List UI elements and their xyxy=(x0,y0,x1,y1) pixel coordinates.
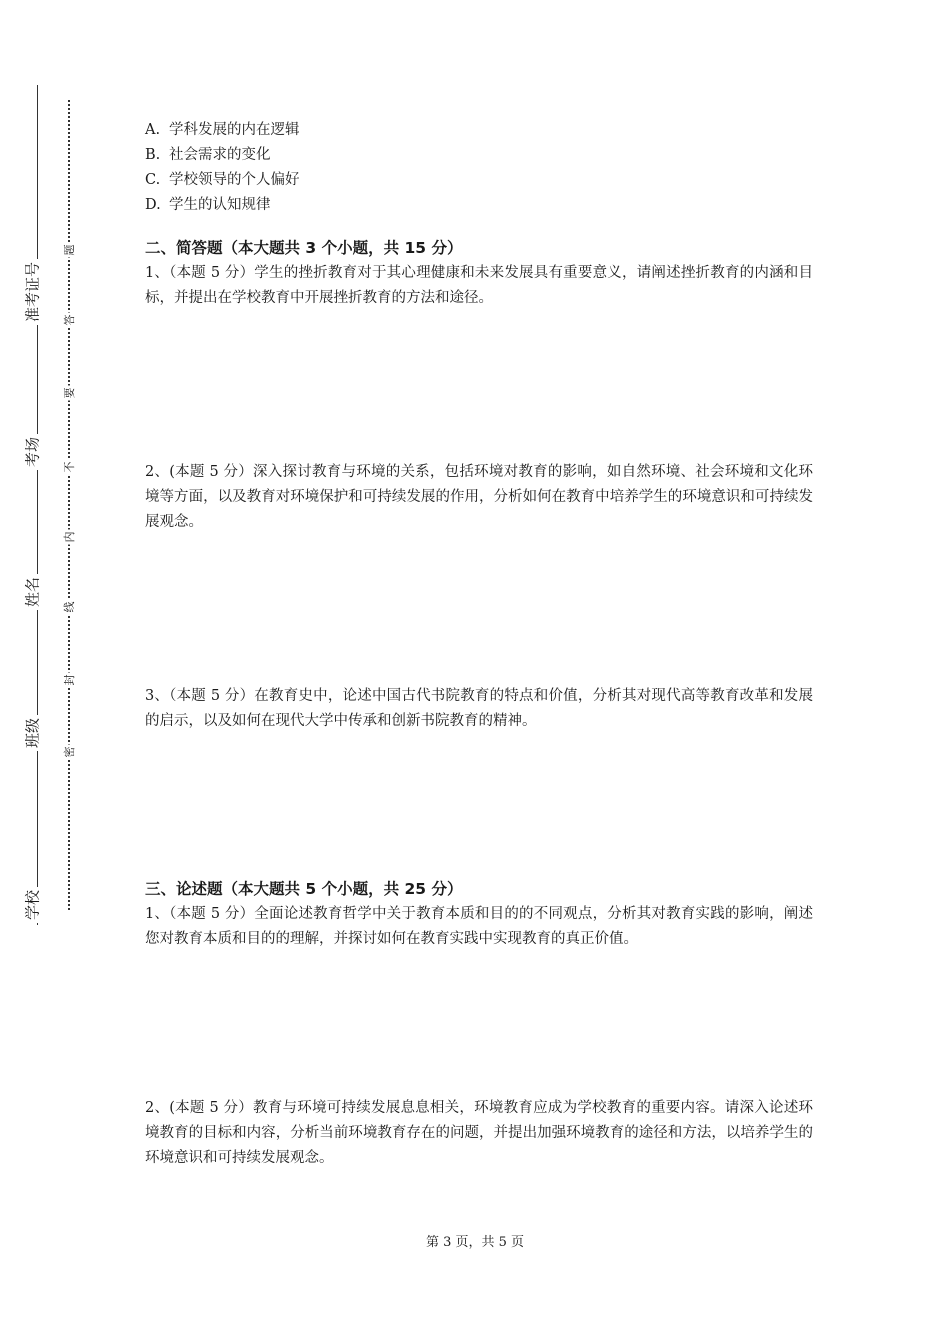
label-name: 姓名 xyxy=(22,574,43,610)
section-3-question-2: 2、(本题 5 分）教育与环境可持续发展息息相关，环境教育应成为学校教育的重要内容。请深入论述环境教育的目标和内容，分析当前环境教育存在的问题，并提出加强环境教育的途径和方法，以培养学生的环境意识和可持续发展观念。 xyxy=(145,1100,813,1166)
option-text: 学校领导的个人偏好 xyxy=(169,172,300,188)
binding-solid-line xyxy=(37,85,38,925)
option-letter: B. xyxy=(145,147,161,163)
seal-note-nei: 内 xyxy=(63,531,76,543)
seal-note-da: 答 xyxy=(63,314,76,326)
option-text: 学科发展的内在逻辑 xyxy=(169,122,300,138)
label-class: 班级 xyxy=(22,715,43,751)
section-3-question-1: 1、（本题 5 分）全面论述教育哲学中关于教育本质和目的的不同观点，分析其对教育实践的影响，阐述您对教育本质和目的的理解，并探讨如何在教育实践中实现教育的真正价值。 xyxy=(145,906,813,947)
option-letter: D. xyxy=(145,197,161,213)
binding-strip xyxy=(0,0,90,1344)
binding-dotted-line xyxy=(68,100,70,910)
label-exam-room: 考场 xyxy=(22,434,43,470)
section-2-question-3: 3、（本题 5 分）在教育史中，论述中国古代书院教育的特点和价值，分析其对现代高等教育改革和发展的启示，以及如何在现代大学中传承和创新书院教育的精神。 xyxy=(145,688,813,729)
option-letter: C. xyxy=(145,172,161,188)
section-2-question-1: 1、（本题 5 分）学生的挫折教育对于其心理健康和未来发展具有重要意义，请阐述挫折教育的内涵和目标，并提出在学校教育中开展挫折教育的方法和途径。 xyxy=(145,265,813,306)
page-footer: 第 3 页，共 5 页 xyxy=(425,1235,525,1250)
seal-note-xian: 线 xyxy=(63,601,76,613)
seal-note-ti: 题 xyxy=(63,244,76,256)
option-letter: A. xyxy=(145,122,161,138)
seal-note-yao: 要 xyxy=(63,387,76,399)
seal-note-feng: 封 xyxy=(63,674,76,686)
option-text: 社会需求的变化 xyxy=(169,147,271,163)
option-a xyxy=(145,118,813,143)
option-text: 学生的认知规律 xyxy=(169,197,271,213)
option-c xyxy=(145,168,813,193)
seal-note-mi: 密 xyxy=(63,746,76,758)
section-3-title: 三、论述题（本大题共 5 个小题，共 25 分） xyxy=(145,880,463,898)
option-d xyxy=(145,193,813,218)
section-2-title: 二、简答题（本大题共 3 个小题，共 15 分） xyxy=(145,239,463,257)
choice-options xyxy=(145,118,813,218)
label-school: 学校 xyxy=(22,887,43,923)
option-b xyxy=(145,143,813,168)
section-2-question-2: 2、(本题 5 分）深入探讨教育与环境的关系，包括环境对教育的影响，如自然环境、社会环境和文化环境等方面，以及教育对环境保护和可持续发展的作用，分析如何在教育中培养学生的环境意识和可持续发展观念。 xyxy=(145,464,813,530)
label-ticket-number: 准考证号 xyxy=(22,259,43,325)
exam-content xyxy=(145,118,813,1171)
seal-note-bu: 不 xyxy=(63,461,76,473)
